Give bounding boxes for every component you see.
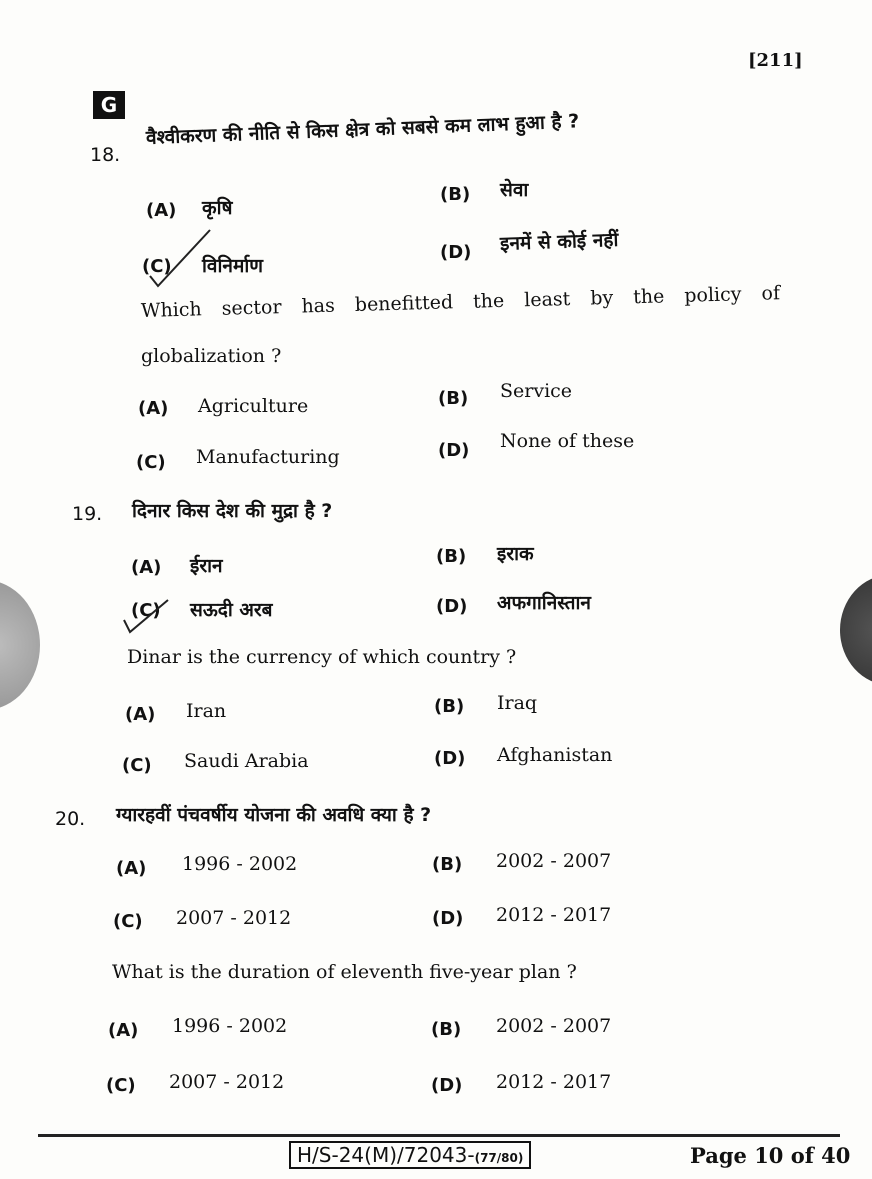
option-label: (A)	[116, 858, 147, 879]
option-text: None of these	[500, 430, 635, 452]
question-number: 20.	[55, 808, 86, 830]
footer-divider	[38, 1134, 840, 1137]
option-text: Manufacturing	[196, 446, 340, 468]
option-text: सऊदी अरब	[190, 599, 273, 621]
option-label: (A)	[138, 398, 169, 419]
set-code-badge: G	[93, 91, 125, 119]
question-text-english: Dinar is the currency of which country ?	[127, 646, 517, 668]
question-text-line2: globalization ?	[141, 345, 282, 367]
option-text: 2012 - 2017	[496, 904, 612, 926]
option-label: (C)	[113, 911, 143, 932]
option-text: Agriculture	[198, 395, 309, 417]
binder-hole-left	[0, 580, 40, 710]
option-label: (C)	[106, 1075, 136, 1096]
option-text: 2007 - 2012	[176, 907, 292, 929]
option-text: 1996 - 2002	[172, 1015, 288, 1037]
question-number: 19.	[72, 503, 103, 525]
option-label: (C)	[142, 256, 172, 277]
option-text: Iran	[186, 700, 227, 722]
option-text: अफगानिस्तान	[497, 592, 591, 614]
option-label: (C)	[136, 452, 166, 473]
option-label: (B)	[440, 184, 471, 205]
paper-code-suffix: (77/80)	[474, 1151, 524, 1165]
option-label: (B)	[438, 388, 469, 409]
question-text-hindi: वैश्वीकरण की नीति से किस क्षेत्र को सबसे कम लाभ हुआ है ?	[145, 110, 580, 149]
option-label: (B)	[432, 854, 463, 875]
option-text: इनमें से कोई नहीं	[499, 228, 619, 255]
option-text: विनिर्माण	[202, 255, 263, 277]
option-text: 2002 - 2007	[496, 1015, 612, 1037]
option-label: (D)	[431, 1075, 463, 1096]
option-text: 1996 - 2002	[182, 853, 298, 875]
option-label: (D)	[438, 440, 470, 461]
question-text-hindi: दिनार किस देश की मुद्रा है ?	[132, 500, 333, 522]
option-label: (B)	[431, 1019, 462, 1040]
option-label: (A)	[146, 200, 177, 221]
option-label: (C)	[122, 755, 152, 776]
option-text: इराक	[497, 543, 534, 565]
answer-tick-mark	[122, 596, 172, 636]
option-label: (D)	[436, 596, 468, 617]
option-text: Afghanistan	[497, 744, 613, 766]
option-label: (B)	[434, 696, 465, 717]
option-text: कृषि	[202, 197, 233, 219]
paper-code	[289, 1141, 531, 1169]
option-text: 2012 - 2017	[496, 1071, 612, 1093]
option-text: Service	[500, 380, 573, 402]
option-label: (D)	[432, 908, 464, 929]
paper-code-main: H/S-24(M)/72043-	[297, 1143, 475, 1167]
page-number: Page 10 of 40	[690, 1143, 851, 1168]
option-label: (D)	[434, 748, 466, 769]
question-text-english: What is the duration of eleventh five-year plan ?	[112, 961, 577, 983]
option-label: (B)	[436, 546, 467, 567]
binder-hole-right	[840, 575, 872, 685]
option-label: (D)	[440, 242, 472, 263]
option-text: 2002 - 2007	[496, 850, 612, 872]
option-text: ईरान	[190, 555, 223, 577]
question-text-english	[141, 281, 813, 322]
option-label: (C)	[131, 600, 161, 621]
option-text: Iraq	[497, 692, 538, 714]
answer-tick-mark	[148, 228, 218, 290]
page-reference: [211]	[748, 50, 803, 71]
question-number: 18.	[90, 144, 121, 166]
question-text-hindi: ग्यारहवीं पंचवर्षीय योजना की अवधि क्या है ?	[116, 804, 432, 826]
option-text: 2007 - 2012	[169, 1071, 285, 1093]
option-label: (A)	[108, 1020, 139, 1041]
option-text: Saudi Arabia	[184, 750, 309, 772]
option-label: (A)	[131, 557, 162, 578]
option-label: (A)	[125, 704, 156, 725]
question-text-line1: Which sector has benefitted the least by the policy of	[140, 282, 781, 322]
option-text: सेवा	[500, 179, 529, 201]
